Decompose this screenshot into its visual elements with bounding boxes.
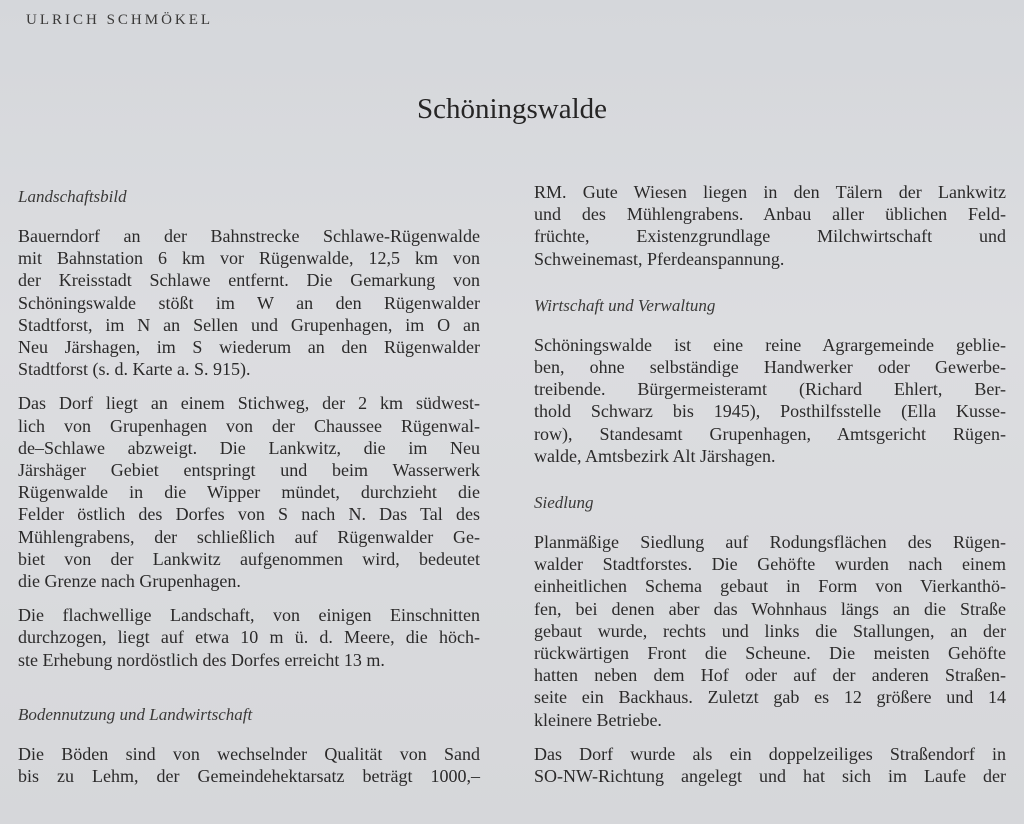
section-heading-bodennutzung: Bodennutzung und Landwirtschaft: [18, 704, 253, 724]
text-line: lich von Grupenhagen von der Chaussee Rügenwal-: [18, 415, 480, 436]
section-heading-siedlung: Siedlung: [534, 493, 594, 513]
text-line: row), Standesamt Grupenhagen, Amtsgericht Rügen-: [534, 423, 1006, 444]
text-line: rückwärtigen Front die Scheune. Die meisten Gehöfte: [534, 643, 1006, 664]
paragraph: [534, 181, 1006, 270]
text-line: SO-NW-Richtung angelegt und hat sich im Laufe der: [534, 766, 1006, 787]
paragraph: [18, 743, 480, 787]
text-line: de–Schlawe abzweigt. Die Lankwitz, die im Neu: [18, 437, 480, 458]
text-line: Schweinemast, Pferdeanspannung.: [534, 248, 785, 269]
text-line: gebaut wurde, rechts und links die Stallungen, an der: [534, 620, 1006, 641]
text-line: Die flachwellige Landschaft, von einigen Einschnitten: [18, 605, 480, 626]
text-line: Felder östlich des Dorfes von S nach N. Das Tal des: [18, 504, 480, 525]
text-line: RM. Gute Wiesen liegen in den Tälern der Lankwitz: [534, 182, 1006, 202]
text-line: mit Bahnstation 6 km vor Rügenwalde, 12,5 km von: [18, 248, 480, 269]
text-line: Stadtforst (s. d. Karte a. S. 915).: [18, 359, 251, 380]
text-line: kleinere Betriebe.: [534, 709, 662, 730]
text-line: hatten neben dem Hof oder auf der anderen Straßen-: [534, 665, 1006, 686]
text-line: treibende. Bürgermeisteramt (Richard Ehlert, Ber-: [534, 379, 1006, 400]
text-line: Mühlengrabens, der schließlich auf Rügenwalder Ge-: [18, 526, 480, 547]
text-line: fen, bei denen aber das Wohnhaus längs an die Straße: [534, 598, 1006, 619]
text-line: die Grenze nach Grupenhagen.: [18, 571, 241, 592]
text-line: Neu Järshagen, im S wiederum an den Rügenwalder: [18, 337, 480, 358]
text-line: thold Schwarz bis 1945), Posthilfsstelle (Ella Kusse-: [534, 401, 1006, 422]
text-line: Planmäßige Siedlung auf Rodungsflächen des Rügen-: [534, 532, 1006, 553]
text-line: Järshäger Gebiet entspringt und beim Wasserwerk: [18, 460, 480, 481]
right-column: [534, 181, 1006, 799]
text-line: bis zu Lehm, der Gemeindehektarsatz beträgt 1000,–: [18, 766, 480, 787]
text-line: seite ein Backhaus. Zuletzt gab es 12 größere und 14: [534, 687, 1006, 708]
text-line: Stadtforst, im N an Sellen und Grupenhagen, im O an: [18, 314, 480, 335]
text-line: einheitlichen Schema gebaut in Form von Vierkanthö-: [534, 576, 1006, 597]
text-line: und des Mühlengrabens. Anbau aller üblichen Feld-: [534, 204, 1006, 225]
paragraph: [534, 334, 1006, 467]
paragraph: [18, 225, 480, 380]
text-line: durchzogen, liegt auf etwa 10 m ü. d. Meere, die höch-: [18, 627, 480, 648]
paragraph: [534, 743, 1006, 787]
text-line: Schöningswalde stößt im W an den Rügenwalder: [18, 292, 480, 313]
text-line: Schöningswalde ist eine reine Agrargemeinde geblie-: [534, 334, 1006, 355]
page-title: Schöningswalde: [416, 93, 608, 126]
text-line: der Kreisstadt Schlawe entfernt. Die Gemarkung von: [18, 270, 480, 291]
paragraph: [18, 392, 480, 592]
paragraph: [18, 604, 480, 671]
paragraph: [534, 531, 1006, 731]
section-heading-wirtschaft: Wirtschaft und Verwaltung: [534, 295, 716, 315]
text-line: ben, ohne selbständige Handwerker oder Gewerbe-: [534, 357, 1006, 378]
left-column: [18, 185, 480, 799]
text-line: Das Dorf wurde als ein doppelzeiliges Straßendorf in: [534, 743, 1006, 764]
text-line: Rügenwalde in die Wipper mündet, durchzieht die: [18, 482, 480, 503]
text-line: ste Erhebung nordöstlich des Dorfes erreicht 13 m.: [18, 649, 385, 670]
running-head-author: ULRICH SCHMÖKEL: [26, 12, 214, 28]
text-line: walde, Amtsbezirk Alt Järshagen.: [534, 445, 776, 466]
text-line: früchte, Existenzgrundlage Milchwirtschaft und: [534, 226, 1006, 247]
section-heading-landschaftsbild: Landschaftsbild: [18, 187, 127, 206]
text-line: Bauerndorf an der Bahnstrecke Schlawe-Rügenwalde: [18, 226, 480, 246]
text-line: Das Dorf liegt an einem Stichweg, der 2 km südwest-: [18, 393, 480, 414]
text-line: walder Stadtforstes. Die Gehöfte wurden nach einem: [534, 554, 1006, 575]
text-line: Die Böden sind von wechselnder Qualität von Sand: [18, 743, 480, 764]
text-line: biet von der Lankwitz aufgenommen wird, bedeutet: [18, 548, 480, 569]
